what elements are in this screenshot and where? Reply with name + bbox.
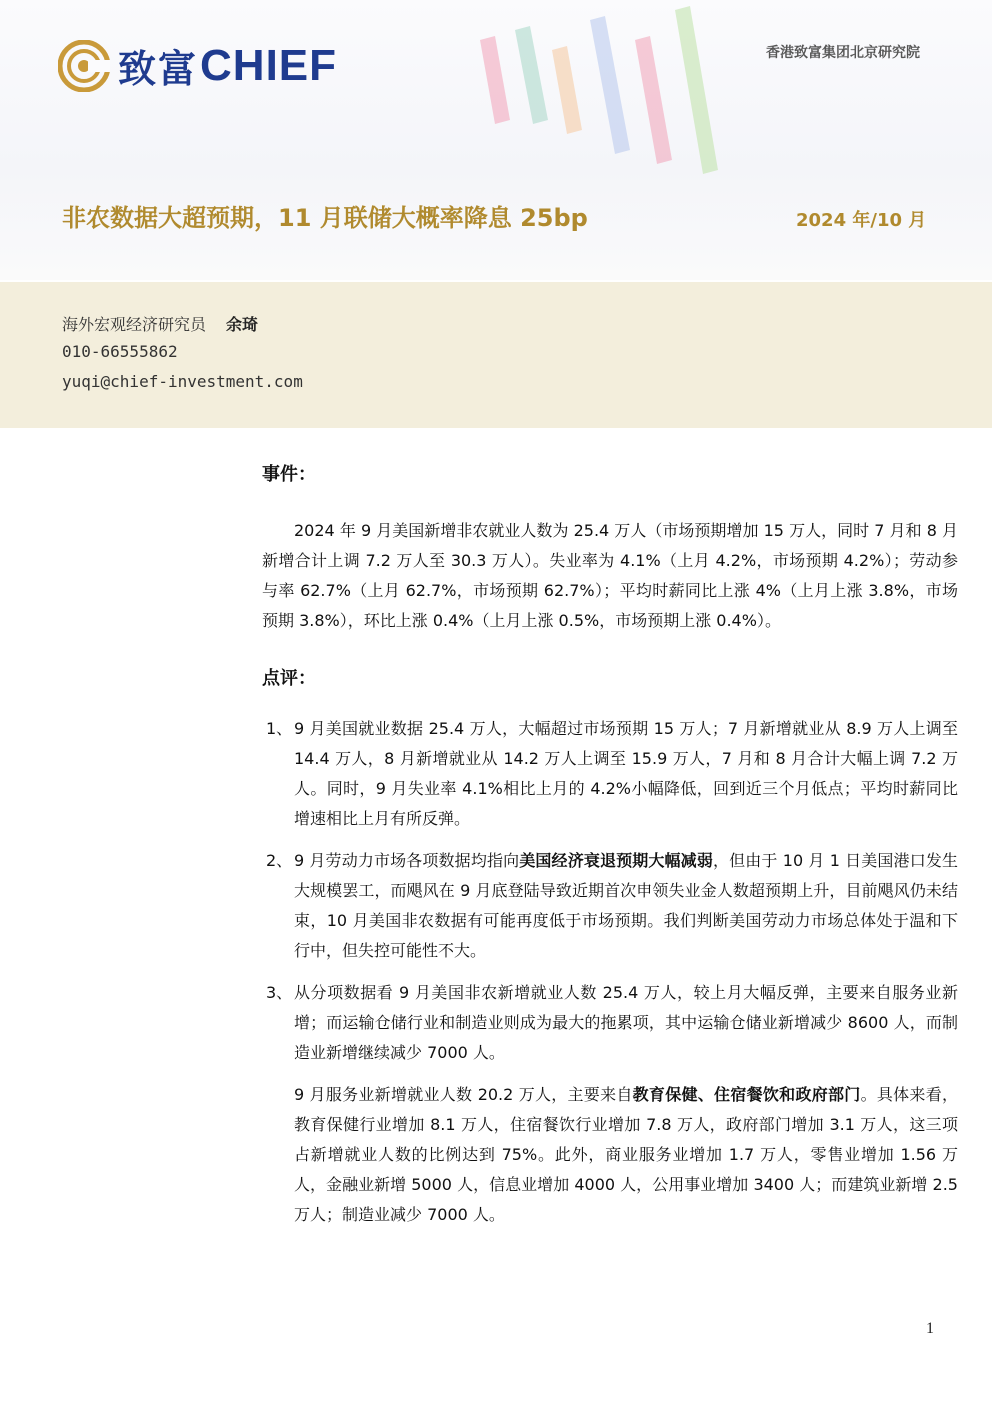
page-number: 1 (926, 1320, 934, 1337)
comment-heading: 点评： (262, 668, 316, 689)
report-body (262, 460, 958, 1230)
bar-chart-decoration (440, 0, 740, 200)
author-email[interactable]: yuqi@chief-investment.com (62, 372, 303, 391)
comment-item-text: 9 月劳动力市场各项数据均指向美国经济衰退预期大幅减弱，但由于 10 月 1 日美国港口发生大规模罢工，而飓风在 9 月底登陆导致近期首次申领失业金人数超预期上升，目前飓风仍未结束，10 月美国非农数据有可能再度低于市场预期。我们判断美国劳动力市场总体处于温和下行中，但失控可能性不大。 (294, 851, 958, 960)
author-name: 余琦 (226, 315, 259, 334)
logo-english-text: CHIEF (200, 40, 338, 90)
comment-item-text: 从分项数据看 9 月美国非农新增就业人数 25.4 万人，较上月大幅反弹，主要来自服务业新增；而运输仓储行业和制造业则成为最大的拖累项，其中运输仓储业新增减少 8600 人，而制造业新增继续减少 7000 人。 (294, 983, 958, 1062)
item-number: 2、 (266, 851, 293, 870)
comment-item-2 (232, 846, 958, 966)
author-role-line (62, 312, 258, 335)
comment-item-1 (232, 714, 958, 834)
institute-name: 香港致富集团北京研究院 (766, 45, 920, 61)
author-role: 海外宏观经济研究员 (62, 315, 207, 334)
emphasis-text: 教育保健、住宿餐饮和政府部门 (632, 1085, 861, 1104)
item-number: 3、 (266, 983, 293, 1002)
logo-chinese-text: 致富 (118, 47, 199, 91)
continuation-text: 9 月服务业新增就业人数 20.2 万人，主要来自教育保健、住宿餐饮和政府部门。具体来看，教育保健行业增加 8.1 万人，住宿餐饮行业增加 7.8 万人，政府部门增加 3.1 万人，这三项占新增就业人数的比例达到 75%。此外，商业服务业增加 1.7 万人，零售业增加 1.56 万人，金融业新增 5000 人，信息业增加 4000 人，公用事业增加 3400 人；而建筑业新增 2.5 万人；制造业减少 7000 人。 (294, 1085, 958, 1224)
item-number: 1、 (266, 719, 293, 738)
report-date: 2024 年/10 月 (796, 210, 927, 231)
comment-item-3 (232, 978, 958, 1068)
author-block (0, 282, 992, 428)
report-title: 非农数据大超预期，11 月联储大概率降息 25bp (62, 204, 588, 232)
report-header (0, 0, 992, 280)
logo-mark-icon (58, 40, 110, 92)
emphasis-text: 美国经济衰退预期大幅减弱 (519, 851, 713, 870)
event-paragraph: 2024 年 9 月美国新增非农就业人数为 25.4 万人（市场预期增加 15 万人，同时 7 月和 8 月新增合计上调 7.2 万人至 30.3 万人）。失业率为 4.1%（上月 4.2%，市场预期 4.2%）；劳动参与率 62.7%（上月 62.7%，市场预期 62.7%）；平均时薪同比上涨 4%（上月上涨 3.8%，市场预期 3.8%），环比上涨 0.4%（上月上涨 0.5%，市场预期上涨 0.4%）。 (262, 521, 958, 630)
author-phone: 010-66555862 (62, 342, 178, 361)
comment-item-text: 9 月美国就业数据 25.4 万人，大幅超过市场预期 15 万人；7 月新增就业从 8.9 万人上调至 14.4 万人，8 月新增就业从 14.2 万人上调至 15.9 万人，7 月和 8 月合计大幅上调 7.2 万人。同时，9 月失业率 4.1%相比上月的 4.2%小幅降低，回到近三个月低点；平均时薪同比增速相比上月有所反弹。 (294, 719, 958, 828)
event-heading: 事件： (262, 464, 316, 485)
company-logo (58, 38, 337, 93)
comment-list (262, 714, 958, 1230)
comment-item-3-continuation (232, 1080, 958, 1230)
